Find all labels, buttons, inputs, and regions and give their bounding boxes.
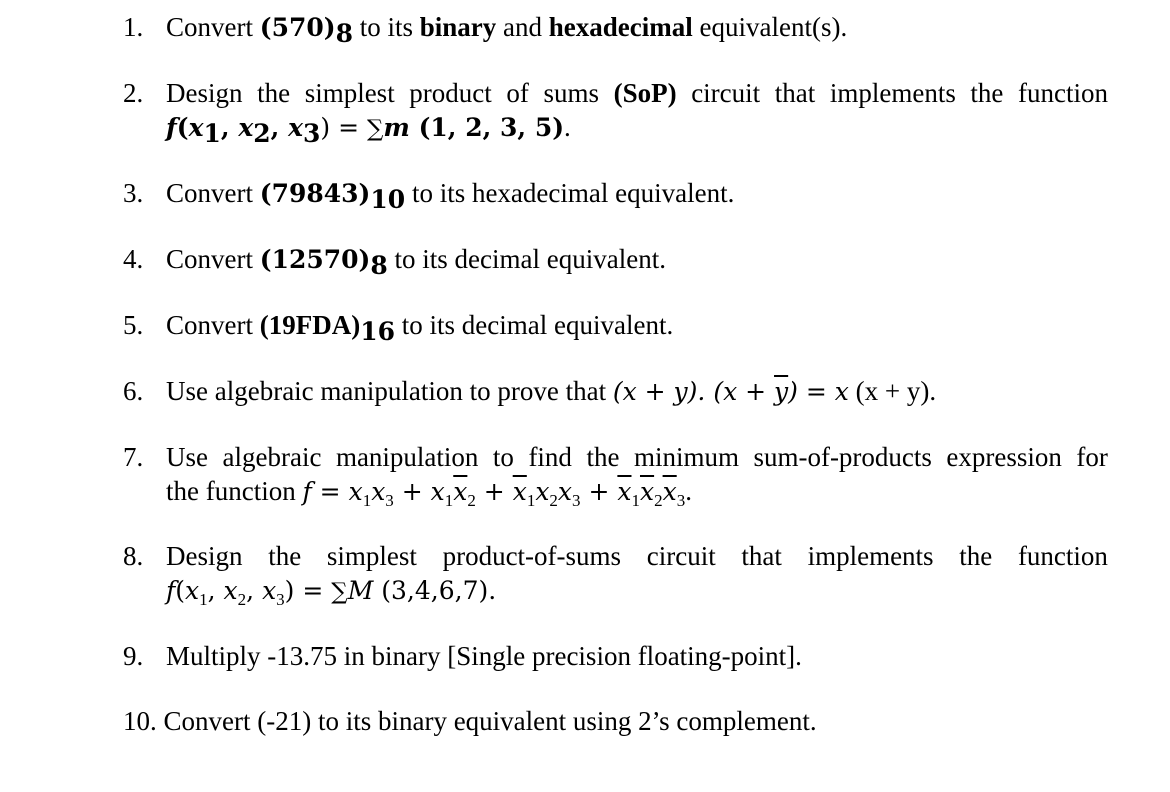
question-line-1: Design the simplest product of sums (SoP) circuit that implements the function	[166, 78, 1108, 108]
question-number: 4.	[123, 244, 144, 274]
question-line-1: Design the simplest product-of-sums circuit that implements the function	[166, 541, 1108, 571]
question-number: 6.	[123, 376, 144, 406]
question-number: 1.	[123, 12, 144, 42]
question-text: Convert $(570)_8$ to its binary and hexadecimal equivalent(s).	[166, 12, 848, 48]
question-line-1: Use algebraic manipulation to find the minimum sum-of-products expression for	[166, 442, 1108, 472]
question-text: Multiply -13.75 in binary [Single precision floating-point].	[166, 641, 802, 671]
question-line-2: $f(x_1$, $x_2$, $x_3) = \sum m$ (1, 2, 3, 5).	[166, 112, 571, 148]
question-text: Convert $(19FDA)_{16}$ to its decimal equivalent.	[166, 310, 674, 346]
question-number: 9.	[123, 641, 144, 671]
question-text: Convert $(12570)_8$ to its decimal equivalent.	[166, 244, 666, 280]
question-text: Use algebraic manipulation to prove that (x + y). $(x + \overline{y}) = x$ (x + y).	[166, 376, 937, 406]
question-number: 7.	[123, 442, 144, 472]
question-number: 8.	[123, 541, 144, 571]
question-text: 10. Convert (-21) to its binary equivalent using 2’s complement.	[123, 706, 817, 736]
question-number: 5.	[123, 310, 144, 340]
question-number: 10.	[123, 706, 157, 736]
question-line-2: the function $f = x_1x_3 + x_1\overline{x}_2 + \overline{x}_1x_2x_3 + \overline{x}_1\overline{x}_2\overline{x}_3$.	[166, 476, 692, 510]
question-line-2: $f(x_1$, $x_2$, $x_3) = \sum M$ (3,4,6,7).	[166, 576, 497, 609]
question-text: Convert $(79843)_{10}$ to its hexadecimal equivalent.	[166, 178, 735, 214]
question-number: 2.	[123, 78, 144, 108]
question-number: 3.	[123, 178, 144, 208]
